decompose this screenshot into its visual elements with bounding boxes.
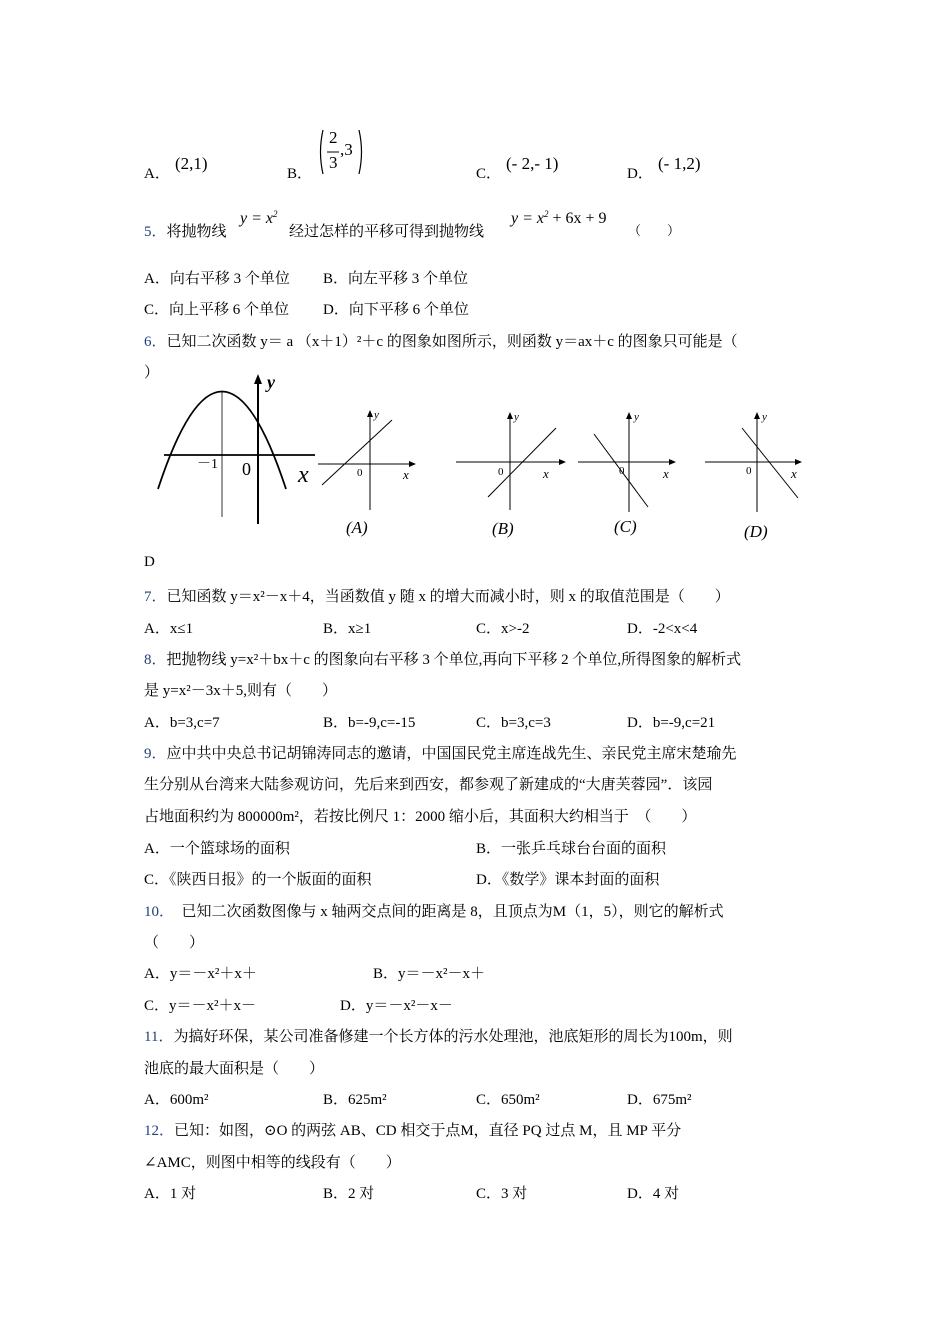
q9-text: 应中共中央总书记胡锦涛同志的邀请，中国国民党主席连战先生、亲民党主席宋楚瑜先 [166, 746, 737, 762]
q5-number: 5． [144, 224, 167, 240]
q7-option-a: A．x≤1 [144, 621, 194, 637]
q11-option-b: B．625m² [323, 1092, 387, 1108]
q5-option-b: B．向左平移 3 个单位 [323, 271, 469, 287]
q9-option-b: B．一张乒乓球台台面的面积 [476, 841, 667, 857]
q8-option-a: A．b=3,c=7 [144, 715, 220, 731]
q6-caption-d: (D) [744, 522, 768, 541]
q5-math2-base: y = x [511, 210, 544, 227]
q4-option-b-den: 3 [329, 153, 338, 172]
q8-option-c: C．b=3,c=3 [476, 715, 551, 731]
q7-number: 7． [144, 589, 167, 605]
q6-main-minus1: －1 [197, 457, 218, 472]
q6-graph-c [578, 411, 676, 536]
q4-option-b-rest: ,3 [340, 140, 353, 159]
q12-option-d: D．4 对 [627, 1186, 680, 1202]
q8-stem [144, 648, 741, 669]
q4-option-d-math: (- 1,2) [658, 154, 701, 173]
q9-option-d: D．《数学》课本封面的面积 [476, 872, 660, 888]
q8-number: 8． [144, 652, 167, 668]
q4-option-b-label: B． [287, 166, 313, 182]
q8-option-d: D．b=-9,c=21 [627, 715, 716, 731]
q5-math1-base: y = x [240, 210, 273, 227]
q5-option-d: D．向下平移 6 个单位 [323, 302, 469, 318]
q6-caption-c: (C) [614, 517, 637, 536]
q6-graph-b-x-label: x [543, 466, 549, 481]
q6-graph-b [456, 411, 566, 538]
q9-option-c: C．《陕西日报》的一个版面的面积 [144, 872, 372, 888]
q6-main-x-label: x [298, 462, 309, 488]
q8-text: 把抛物线 y=x²＋bx＋c 的图象向右平移 3 个单位,再向下平移 2 个单位,所得图象的解析式 [166, 652, 742, 668]
q6-graph-d-zero: 0 [746, 465, 752, 477]
q6-graph-c-y-label: y [634, 411, 639, 423]
q6-caption-a: (A) [346, 518, 368, 537]
q11-text: 为搞好环保，某公司准备修建一个长方体的污水处理池，池底矩形的周长为100m，则 [173, 1029, 733, 1045]
q7-option-d: D．-2<x<4 [627, 621, 698, 637]
q6-stem [144, 330, 738, 351]
q9-stem-line2: 生分别从台湾来大陆参观访问，先后来到西安，都参观了新建成的“大唐芙蓉园”．该园 [144, 777, 713, 793]
q10-text: 已知二次函数图像与 x 轴两交点间的距离是 8，且顶点为M（1，5），则它的解析式 [166, 904, 724, 920]
q12-option-a: A．1 对 [144, 1186, 197, 1202]
q10-option-b: B．y＝－x²－x＋ [373, 966, 486, 982]
q4-option-a-label: A． [144, 166, 170, 182]
q10-option-a: A．y＝－x²＋x＋ [144, 966, 257, 982]
q4-option-c-label: C． [476, 166, 502, 182]
q7-text: 已知函数 y＝x²－x＋4，当函数值 y 随 x 的增大而减小时，则 x 的取值范围是（ ） [166, 589, 730, 605]
q4-option-d-label: D． [627, 166, 653, 182]
q12-option-c: C．3 对 [476, 1186, 528, 1202]
q10-stem-cont: （ ） [144, 935, 205, 951]
q5-text2: 经过怎样的平移可得到抛物线 [289, 224, 485, 240]
q6-graph-a-zero: 0 [357, 467, 363, 479]
q6-main-y-arrow [254, 374, 262, 384]
q5-stem [144, 220, 227, 241]
q9-stem-line3: 占地面积约为 800000m²，若按比例尺 1：2000 缩小后，其面积大约相当于 （ ） [144, 809, 697, 825]
q5-math2-sup: 2 [544, 209, 549, 219]
q9-number: 9． [144, 746, 167, 762]
q7-option-b: B．x≥1 [323, 621, 372, 637]
q12-number: 12． [144, 1123, 175, 1139]
q11-number: 11． [144, 1029, 174, 1045]
q12-option-b: B．2 对 [323, 1186, 375, 1202]
q6-graph-d-y-label: y [762, 411, 767, 423]
q5-math1 [240, 210, 278, 228]
q6-number: 6． [144, 334, 167, 350]
q6-graph-b-y-label: y [514, 411, 519, 423]
q6-graph-a-x-label: x [403, 467, 409, 482]
q11-option-a: A．600m² [144, 1092, 209, 1108]
q6-main-zero: 0 [242, 459, 251, 479]
q8-option-b: B．b=-9,c=-15 [323, 715, 416, 731]
q4-option-c-math: (- 2,- 1) [506, 154, 559, 173]
q9-option-a: A．一个篮球场的面积 [144, 841, 290, 857]
q6-graph-d-x-label: x [791, 466, 797, 481]
q5-math2 [511, 210, 607, 228]
q5-text1: 将抛物线 [166, 224, 227, 240]
q4-option-b-num: 2 [329, 128, 338, 147]
q6-graph-a [318, 409, 416, 537]
q6-text: 已知二次函数 y＝ a （x＋1）²＋c 的图象如图所示，则函数 y＝ax＋c 的图象只可能是（ [166, 334, 738, 350]
q6-main-y-label: y [267, 372, 275, 392]
q5-math2-rest: + 6x + 9 [548, 210, 607, 227]
q11-stem-cont: 池底的最大面积是（ ） [144, 1061, 325, 1077]
q6-main-graph [158, 372, 315, 524]
q6-graph-a-y-label: y [374, 409, 379, 421]
q6-graph-c-zero: 0 [619, 465, 625, 477]
q6-graph-d [705, 411, 802, 541]
q12-stem-cont: ∠AMC，则图中相等的线段有（ ） [144, 1155, 401, 1171]
q10-option-c: C．y＝－x²＋x－ [144, 998, 257, 1014]
q4-option-a [144, 162, 170, 183]
q11-option-d: D．675m² [627, 1092, 692, 1108]
q11-stem [144, 1025, 733, 1046]
q7-option-c: C．x>-2 [476, 621, 530, 637]
q10-stem [144, 900, 724, 921]
q5-option-c: C．向上平移 6 个单位 [144, 302, 290, 318]
q6-answer: D [144, 554, 155, 570]
q8-stem-cont: 是 y=x²－3x＋5,则有（ ） [144, 683, 337, 699]
q4-option-a-math: (2,1) [175, 154, 208, 173]
q6-caption-b: (B) [492, 519, 514, 538]
q6-stem-cont: ） [144, 365, 160, 381]
q6-graph-c-x-label: x [663, 466, 669, 481]
q10-number: 10． [144, 904, 167, 920]
q5-math1-sup: 2 [273, 209, 278, 219]
q12-text: 已知：如图，⊙O 的两弦 AB、CD 相交于点M，直径 PQ 过点 M，且 MP 平分 [174, 1123, 682, 1139]
q6-figure [150, 372, 810, 547]
q5-bracket: （ ） [628, 223, 681, 238]
q9-stem [144, 742, 737, 763]
q6-graph-b-zero: 0 [498, 466, 504, 478]
q10-option-d: D．y＝－x²－x－ [340, 998, 453, 1014]
q5-option-a: A．向右平移 3 个单位 [144, 271, 290, 287]
q11-option-c: C．650m² [476, 1092, 540, 1108]
q12-stem [144, 1119, 681, 1140]
q7-stem [144, 585, 730, 606]
